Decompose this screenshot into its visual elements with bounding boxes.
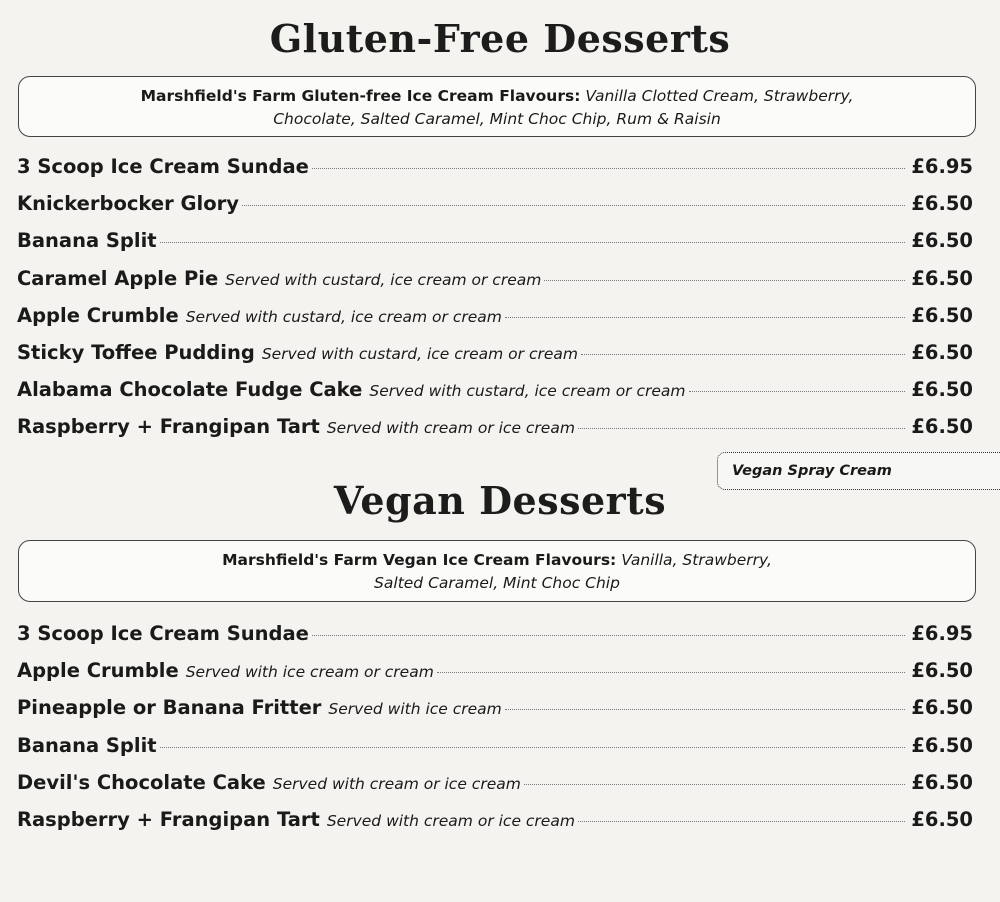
menu-item-description: Served with custard, ice cream or cream	[261, 344, 578, 363]
dot-leader	[581, 354, 905, 355]
menu-item-price: £6.95	[911, 155, 973, 178]
dot-leader	[160, 242, 906, 243]
menu-item-price: £6.50	[911, 266, 973, 290]
gluten-free-flavours-list-1: Vanilla Clotted Cream, Strawberry,	[585, 87, 854, 105]
menu-item-name: 3 Scoop Ice Cream Sundae	[17, 155, 309, 178]
menu-item-price: £6.50	[911, 807, 973, 831]
menu-item-description: Served with cream or ice cream	[326, 419, 575, 438]
vegan-menu-item	[17, 771, 973, 808]
menu-item-name: Knickerbocker Glory	[17, 192, 239, 216]
menu-item-name: 3 Scoop Ice Cream Sundae	[17, 622, 309, 645]
menu-item-price: £6.50	[911, 229, 973, 253]
vegan-spray-cream-tag: Vegan Spray Cream	[717, 452, 1000, 490]
dot-leader	[544, 280, 905, 281]
menu-item-name: Raspberry + Frangipan Tart	[17, 807, 320, 831]
menu-item-name: Alabama Chocolate Fudge Cake	[17, 378, 363, 402]
gluten-free-menu-item	[17, 378, 973, 415]
gluten-free-heading: Gluten-Free Desserts	[269, 16, 731, 61]
menu-item-name: Caramel Apple Pie	[17, 266, 219, 290]
vegan-menu-list	[17, 622, 973, 845]
vegan-flavours-lead: Marshfield's Farm Vegan Ice Cream Flavours:	[222, 551, 617, 569]
dot-leader	[524, 784, 905, 785]
menu-item-description: Served with ice cream	[328, 700, 502, 719]
gluten-free-menu-item	[17, 415, 973, 452]
menu-item-price: £6.50	[911, 303, 973, 327]
gluten-free-flavours-box	[18, 76, 976, 137]
menu-item-price: £6.50	[911, 659, 973, 683]
menu-item-name: Sticky Toffee Pudding	[17, 340, 255, 364]
vegan-flavours-box	[18, 540, 976, 602]
dot-leader	[312, 635, 905, 636]
vegan-menu-item	[17, 808, 973, 845]
menu-item-name: Apple Crumble	[17, 303, 179, 327]
vegan-heading: Vegan Desserts	[333, 478, 667, 523]
vegan-menu-item	[17, 659, 973, 696]
menu-item-price: £6.50	[911, 770, 973, 794]
menu-item-price: £6.50	[911, 378, 973, 402]
vegan-flavours-list-1: Vanilla, Strawberry,	[621, 551, 772, 569]
menu-item-price: £6.50	[911, 192, 973, 216]
gluten-free-menu-item	[17, 341, 973, 378]
menu-item-name: Devil's Chocolate Cake	[17, 770, 266, 794]
menu-item-description: Served with custard, ice cream or cream	[185, 307, 502, 326]
gluten-free-menu-item	[17, 229, 973, 266]
dot-leader	[312, 168, 905, 169]
gluten-free-menu-item	[17, 267, 973, 304]
vegan-flavours-line-1	[19, 549, 975, 572]
menu-item-name: Banana Split	[17, 229, 157, 253]
dot-leader	[578, 428, 905, 429]
menu-item-description: Served with custard, ice cream or cream	[369, 382, 686, 401]
gluten-free-menu-list	[17, 155, 973, 453]
dot-leader	[689, 391, 906, 392]
dot-leader	[437, 672, 906, 673]
menu-item-price: £6.50	[911, 340, 973, 364]
dot-leader	[505, 317, 905, 318]
dot-leader	[160, 747, 906, 748]
gluten-free-flavours-lead: Marshfield's Farm Gluten-free Ice Cream Flavours:	[140, 87, 581, 105]
dot-leader	[242, 205, 905, 206]
menu-item-price: £6.95	[911, 622, 973, 645]
menu-item-name: Banana Split	[17, 733, 157, 757]
vegan-flavours-list-2: Salted Caramel, Mint Choc Chip	[374, 574, 620, 592]
dot-leader	[505, 709, 906, 710]
menu-item-description: Served with cream or ice cream	[272, 774, 521, 793]
menu-item-name: Pineapple or Banana Fritter	[17, 696, 322, 720]
gluten-free-menu-item	[17, 304, 973, 341]
menu-item-name: Apple Crumble	[17, 659, 179, 683]
menu-item-description: Served with ice cream or cream	[185, 663, 434, 682]
menu-item-name: Raspberry + Frangipan Tart	[17, 415, 320, 439]
menu-item-description: Served with cream or ice cream	[326, 811, 575, 830]
gluten-free-menu-item	[17, 155, 973, 192]
gluten-free-menu-item	[17, 192, 973, 229]
vegan-menu-item	[17, 622, 973, 659]
menu-item-description: Served with custard, ice cream or cream	[225, 270, 542, 289]
menu-item-price: £6.50	[911, 696, 973, 720]
dot-leader	[578, 821, 905, 822]
menu-item-price: £6.50	[911, 415, 973, 439]
vegan-menu-item	[17, 734, 973, 771]
gluten-free-flavours-list-2: Chocolate, Salted Caramel, Mint Choc Chip, Rum & Raisin	[273, 110, 721, 128]
gluten-free-flavours-line-1	[19, 85, 975, 108]
vegan-menu-item	[17, 696, 973, 733]
menu-item-price: £6.50	[911, 733, 973, 757]
